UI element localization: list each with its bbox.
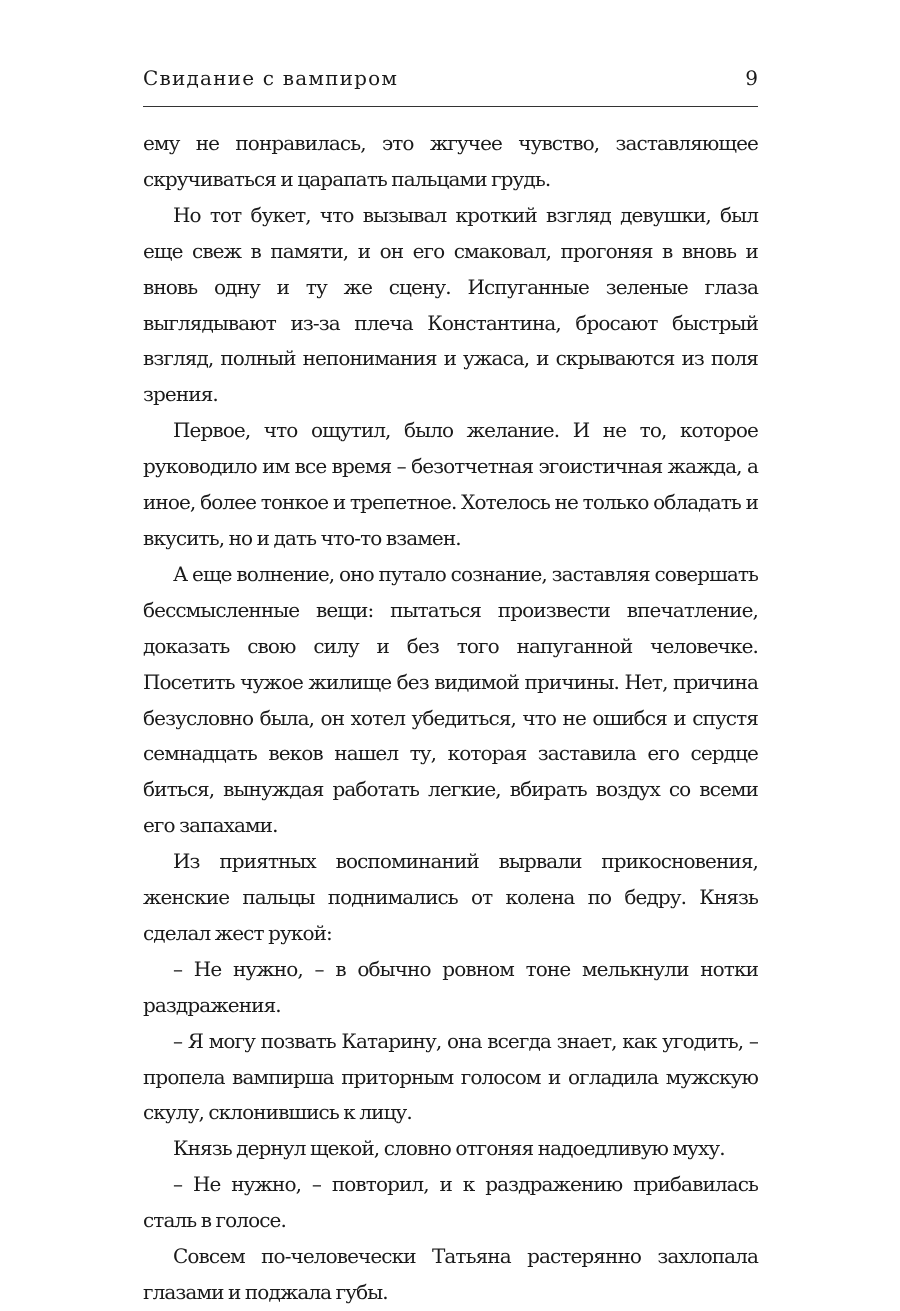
running-header: [143, 66, 758, 107]
paragraph: Князь дернул щекой, словно отгоняя надоедливую муху.: [173, 1136, 725, 1161]
dialogue-line: – Не нужно, – повторил, и к раздражению прибавилась сталь в голосе.: [143, 1172, 758, 1233]
paragraph: Из приятных воспоминаний вырвали прикосновения, женские пальцы поднимались от колена по бедру. Князь сделал жест рукой:: [143, 849, 758, 945]
paragraph-continued: ему не понравилась, это жгучее чувство, заставляющее скручиваться и царапать пальцами грудь.: [143, 131, 758, 191]
paragraph: Совсем по-человечески Татьяна растерянно захлопала глазами и поджала губы.: [143, 1244, 758, 1304]
body-text: [143, 126, 758, 1311]
paragraph: Первое, что ощутил, было желание. И не то, которое руководило им все время – безотчетная эгоистичная жажда, а иное, более тонкое и трепетное. Хотелось не только обладать и вкусить, но и дать что-то взамен.: [143, 418, 758, 550]
dialogue-line: – Я могу позвать Катарину, она всегда знает, как угодить, – пропела вампирша приторным голосом и огладила мужскую скулу, склонившись к лицу.: [143, 1028, 758, 1125]
page-number: 9: [745, 66, 758, 90]
paragraph: Но тот букет, что вызывал кроткий взгляд девушки, был еще свеж в памяти, и он его смаковал, прогоняя в вновь и вновь одну и ту же сцену. Испуганные зеленые глаза выглядывают из-за плеча Константина, бросают быстрый взгляд, полный непонимания и ужаса, и скрываются из поля зрения.: [143, 202, 758, 407]
running-title: Свидание с вампиром: [143, 66, 399, 90]
dialogue-line: – Не нужно, – в обычно ровном тоне мелькнули нотки раздражения.: [143, 956, 758, 1017]
paragraph: А еще волнение, оно путало сознание, заставляя совершать бессмысленные вещи: пытаться произвести впечатление, доказать свою силу и без того напуганной человечке. Посетить чужое жилище без видимой причины. Нет, причина безусловно была, он хотел убедиться, что не ошибся и спустя семнадцать веков нашел ту, которая заставила его сердце биться, вынуждая работать легкие, вбирать воздух со всеми его запахами.: [143, 561, 758, 838]
